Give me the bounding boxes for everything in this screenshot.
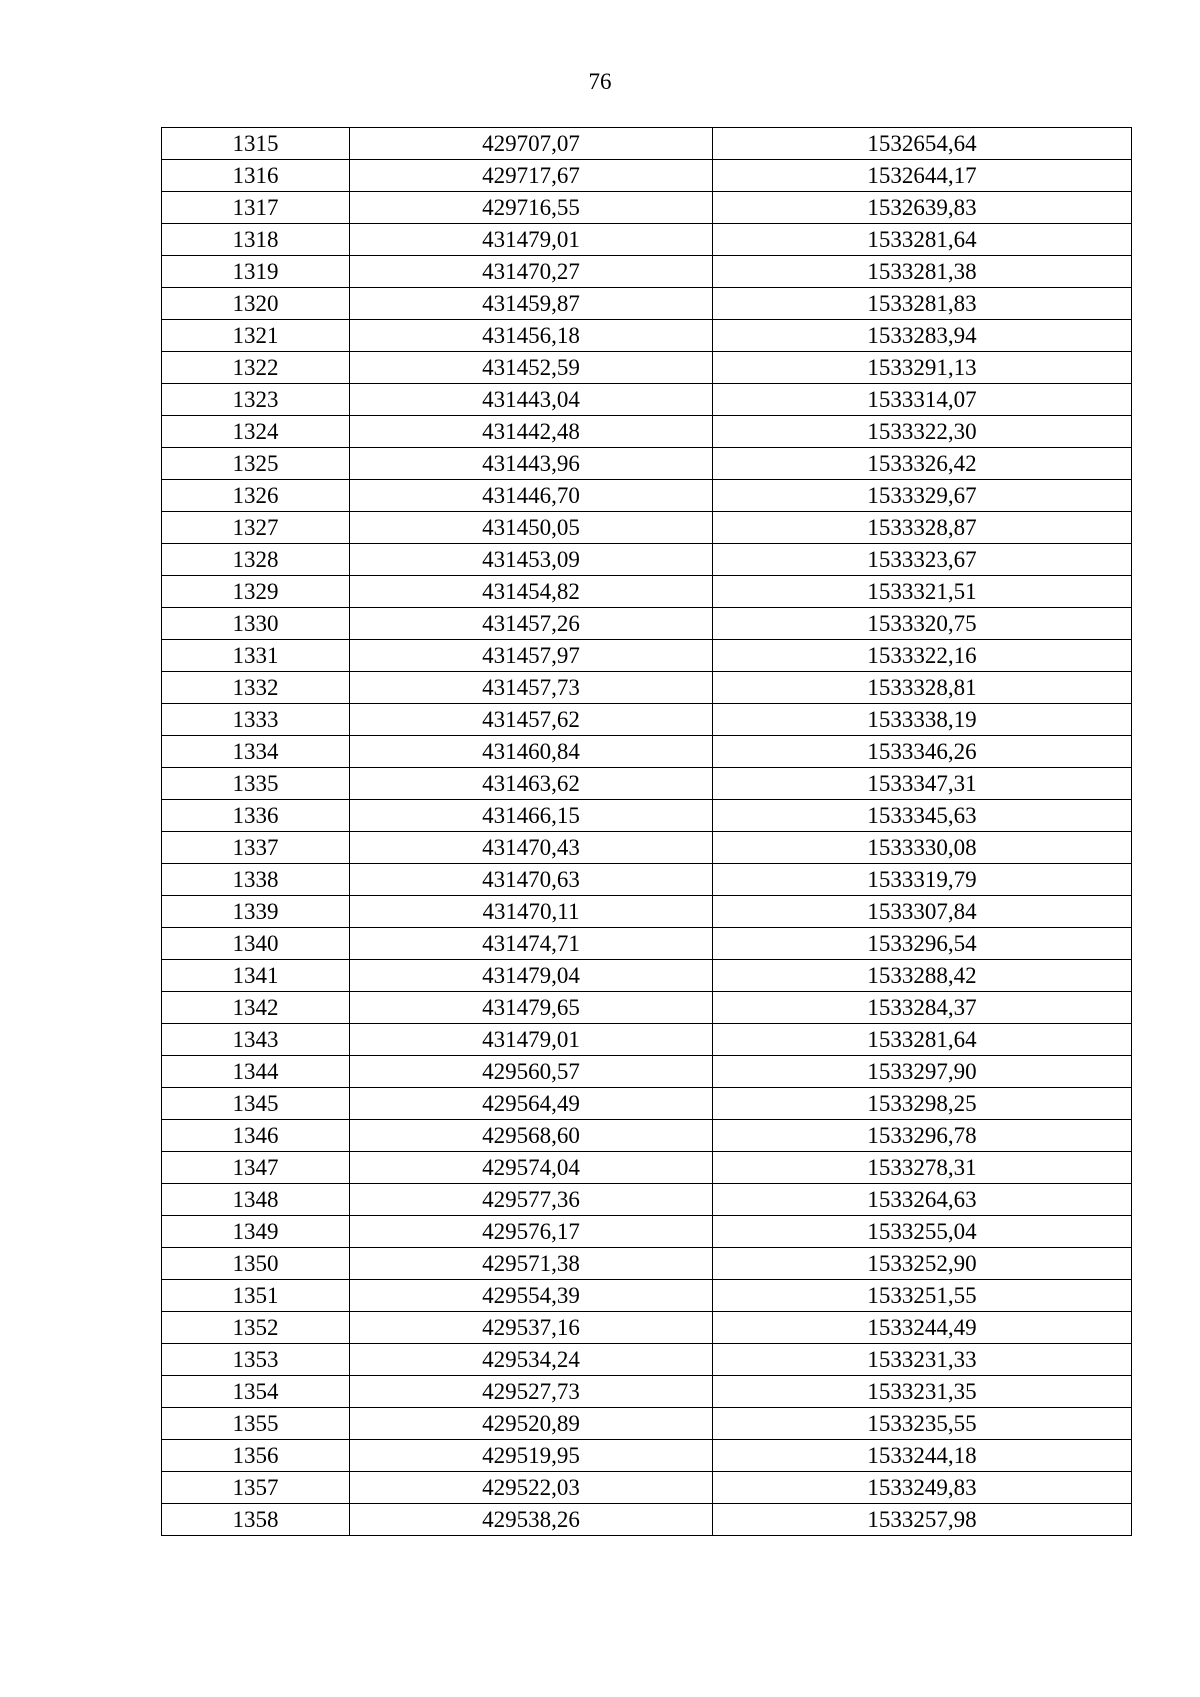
coordinates-table-body: [162, 128, 1132, 1536]
table-row: [162, 992, 1132, 1024]
y-coordinate-cell: 1533281,83: [713, 288, 1132, 320]
point-number-cell: 1329: [162, 576, 350, 608]
y-coordinate-cell: 1533281,38: [713, 256, 1132, 288]
point-number-cell: 1337: [162, 832, 350, 864]
table-row: [162, 1248, 1132, 1280]
y-coordinate-cell: 1533244,49: [713, 1312, 1132, 1344]
point-number-cell: 1346: [162, 1120, 350, 1152]
point-number-cell: 1345: [162, 1088, 350, 1120]
table-row: [162, 1408, 1132, 1440]
x-coordinate-cell: 431479,65: [350, 992, 713, 1024]
table-row: [162, 736, 1132, 768]
y-coordinate-cell: 1533314,07: [713, 384, 1132, 416]
x-coordinate-cell: 429576,17: [350, 1216, 713, 1248]
table-row: [162, 928, 1132, 960]
point-number-cell: 1356: [162, 1440, 350, 1472]
x-coordinate-cell: 431466,15: [350, 800, 713, 832]
y-coordinate-cell: 1533252,90: [713, 1248, 1132, 1280]
y-coordinate-cell: 1533346,26: [713, 736, 1132, 768]
y-coordinate-cell: 1533345,63: [713, 800, 1132, 832]
table-row: [162, 832, 1132, 864]
y-coordinate-cell: 1533291,13: [713, 352, 1132, 384]
x-coordinate-cell: 431450,05: [350, 512, 713, 544]
table-row: [162, 160, 1132, 192]
table-row: [162, 224, 1132, 256]
x-coordinate-cell: 431457,26: [350, 608, 713, 640]
point-number-cell: 1336: [162, 800, 350, 832]
point-number-cell: 1348: [162, 1184, 350, 1216]
point-number-cell: 1318: [162, 224, 350, 256]
y-coordinate-cell: 1533278,31: [713, 1152, 1132, 1184]
x-coordinate-cell: 429717,67: [350, 160, 713, 192]
table-row: [162, 704, 1132, 736]
x-coordinate-cell: 431460,84: [350, 736, 713, 768]
x-coordinate-cell: 431470,43: [350, 832, 713, 864]
y-coordinate-cell: 1533251,55: [713, 1280, 1132, 1312]
x-coordinate-cell: 429519,95: [350, 1440, 713, 1472]
x-coordinate-cell: 431470,63: [350, 864, 713, 896]
y-coordinate-cell: 1532639,83: [713, 192, 1132, 224]
point-number-cell: 1334: [162, 736, 350, 768]
y-coordinate-cell: 1533283,94: [713, 320, 1132, 352]
x-coordinate-cell: 431479,04: [350, 960, 713, 992]
x-coordinate-cell: 431474,71: [350, 928, 713, 960]
table-row: [162, 448, 1132, 480]
table-row: [162, 1184, 1132, 1216]
point-number-cell: 1351: [162, 1280, 350, 1312]
x-coordinate-cell: 431443,96: [350, 448, 713, 480]
point-number-cell: 1331: [162, 640, 350, 672]
y-coordinate-cell: 1533322,16: [713, 640, 1132, 672]
y-coordinate-cell: 1533323,67: [713, 544, 1132, 576]
x-coordinate-cell: 429568,60: [350, 1120, 713, 1152]
table-row: [162, 1312, 1132, 1344]
x-coordinate-cell: 431459,87: [350, 288, 713, 320]
y-coordinate-cell: 1533328,87: [713, 512, 1132, 544]
point-number-cell: 1347: [162, 1152, 350, 1184]
table-row: [162, 1472, 1132, 1504]
point-number-cell: 1350: [162, 1248, 350, 1280]
table-row: [162, 1216, 1132, 1248]
x-coordinate-cell: 429716,55: [350, 192, 713, 224]
point-number-cell: 1338: [162, 864, 350, 896]
y-coordinate-cell: 1533288,42: [713, 960, 1132, 992]
x-coordinate-cell: 429534,24: [350, 1344, 713, 1376]
y-coordinate-cell: 1533330,08: [713, 832, 1132, 864]
x-coordinate-cell: 429522,03: [350, 1472, 713, 1504]
table-row: [162, 800, 1132, 832]
y-coordinate-cell: 1533255,04: [713, 1216, 1132, 1248]
table-row: [162, 864, 1132, 896]
point-number-cell: 1324: [162, 416, 350, 448]
y-coordinate-cell: 1533235,55: [713, 1408, 1132, 1440]
x-coordinate-cell: 429574,04: [350, 1152, 713, 1184]
table-row: [162, 640, 1132, 672]
table-row: [162, 288, 1132, 320]
table-row: [162, 352, 1132, 384]
point-number-cell: 1316: [162, 160, 350, 192]
x-coordinate-cell: 431454,82: [350, 576, 713, 608]
x-coordinate-cell: 431457,97: [350, 640, 713, 672]
point-number-cell: 1349: [162, 1216, 350, 1248]
table-row: [162, 576, 1132, 608]
y-coordinate-cell: 1533321,51: [713, 576, 1132, 608]
point-number-cell: 1326: [162, 480, 350, 512]
x-coordinate-cell: 431463,62: [350, 768, 713, 800]
point-number-cell: 1340: [162, 928, 350, 960]
table-row: [162, 896, 1132, 928]
x-coordinate-cell: 431479,01: [350, 1024, 713, 1056]
x-coordinate-cell: 429527,73: [350, 1376, 713, 1408]
table-row: [162, 1440, 1132, 1472]
x-coordinate-cell: 431479,01: [350, 224, 713, 256]
y-coordinate-cell: 1533284,37: [713, 992, 1132, 1024]
table-row: [162, 1344, 1132, 1376]
point-number-cell: 1319: [162, 256, 350, 288]
x-coordinate-cell: 429560,57: [350, 1056, 713, 1088]
point-number-cell: 1330: [162, 608, 350, 640]
y-coordinate-cell: 1533296,54: [713, 928, 1132, 960]
y-coordinate-cell: 1533347,31: [713, 768, 1132, 800]
x-coordinate-cell: 431443,04: [350, 384, 713, 416]
point-number-cell: 1355: [162, 1408, 350, 1440]
x-coordinate-cell: 431470,11: [350, 896, 713, 928]
table-row: [162, 512, 1132, 544]
y-coordinate-cell: 1533249,83: [713, 1472, 1132, 1504]
table-row: [162, 672, 1132, 704]
x-coordinate-cell: 429564,49: [350, 1088, 713, 1120]
x-coordinate-cell: 429520,89: [350, 1408, 713, 1440]
x-coordinate-cell: 431442,48: [350, 416, 713, 448]
point-number-cell: 1315: [162, 128, 350, 160]
y-coordinate-cell: 1533322,30: [713, 416, 1132, 448]
point-number-cell: 1341: [162, 960, 350, 992]
table-row: [162, 192, 1132, 224]
point-number-cell: 1333: [162, 704, 350, 736]
table-row: [162, 480, 1132, 512]
y-coordinate-cell: 1533281,64: [713, 224, 1132, 256]
x-coordinate-cell: 431457,62: [350, 704, 713, 736]
x-coordinate-cell: 429707,07: [350, 128, 713, 160]
x-coordinate-cell: 429538,26: [350, 1504, 713, 1536]
y-coordinate-cell: 1533244,18: [713, 1440, 1132, 1472]
y-coordinate-cell: 1532644,17: [713, 160, 1132, 192]
y-coordinate-cell: 1533231,33: [713, 1344, 1132, 1376]
x-coordinate-cell: 429577,36: [350, 1184, 713, 1216]
point-number-cell: 1323: [162, 384, 350, 416]
table-row: [162, 416, 1132, 448]
y-coordinate-cell: 1533281,64: [713, 1024, 1132, 1056]
y-coordinate-cell: 1533231,35: [713, 1376, 1132, 1408]
y-coordinate-cell: 1533326,42: [713, 448, 1132, 480]
y-coordinate-cell: 1533338,19: [713, 704, 1132, 736]
y-coordinate-cell: 1533257,98: [713, 1504, 1132, 1536]
point-number-cell: 1335: [162, 768, 350, 800]
table-row: [162, 1280, 1132, 1312]
x-coordinate-cell: 431470,27: [350, 256, 713, 288]
x-coordinate-cell: 431446,70: [350, 480, 713, 512]
point-number-cell: 1332: [162, 672, 350, 704]
y-coordinate-cell: 1533328,81: [713, 672, 1132, 704]
coordinates-table: [161, 127, 1132, 1536]
table-row: [162, 768, 1132, 800]
point-number-cell: 1343: [162, 1024, 350, 1056]
point-number-cell: 1357: [162, 1472, 350, 1504]
point-number-cell: 1320: [162, 288, 350, 320]
y-coordinate-cell: 1533297,90: [713, 1056, 1132, 1088]
point-number-cell: 1322: [162, 352, 350, 384]
table-row: [162, 384, 1132, 416]
y-coordinate-cell: 1533264,63: [713, 1184, 1132, 1216]
table-row: [162, 1056, 1132, 1088]
point-number-cell: 1352: [162, 1312, 350, 1344]
point-number-cell: 1339: [162, 896, 350, 928]
point-number-cell: 1317: [162, 192, 350, 224]
point-number-cell: 1325: [162, 448, 350, 480]
table-row: [162, 128, 1132, 160]
table-row: [162, 608, 1132, 640]
y-coordinate-cell: 1533307,84: [713, 896, 1132, 928]
page-number: 76: [588, 69, 612, 94]
y-coordinate-cell: 1533329,67: [713, 480, 1132, 512]
table-row: [162, 320, 1132, 352]
y-coordinate-cell: 1532654,64: [713, 128, 1132, 160]
table-row: [162, 960, 1132, 992]
x-coordinate-cell: 431453,09: [350, 544, 713, 576]
table-row: [162, 544, 1132, 576]
point-number-cell: 1354: [162, 1376, 350, 1408]
point-number-cell: 1321: [162, 320, 350, 352]
x-coordinate-cell: 429537,16: [350, 1312, 713, 1344]
x-coordinate-cell: 429554,39: [350, 1280, 713, 1312]
point-number-cell: 1328: [162, 544, 350, 576]
x-coordinate-cell: 431456,18: [350, 320, 713, 352]
table-row: [162, 1152, 1132, 1184]
x-coordinate-cell: 429571,38: [350, 1248, 713, 1280]
y-coordinate-cell: 1533298,25: [713, 1088, 1132, 1120]
point-number-cell: 1344: [162, 1056, 350, 1088]
point-number-cell: 1353: [162, 1344, 350, 1376]
table-row: [162, 1376, 1132, 1408]
table-row: [162, 1024, 1132, 1056]
point-number-cell: 1327: [162, 512, 350, 544]
table-row: [162, 1088, 1132, 1120]
x-coordinate-cell: 431457,73: [350, 672, 713, 704]
y-coordinate-cell: 1533320,75: [713, 608, 1132, 640]
y-coordinate-cell: 1533319,79: [713, 864, 1132, 896]
y-coordinate-cell: 1533296,78: [713, 1120, 1132, 1152]
point-number-cell: 1342: [162, 992, 350, 1024]
table-row: [162, 256, 1132, 288]
table-row: [162, 1504, 1132, 1536]
point-number-cell: 1358: [162, 1504, 350, 1536]
x-coordinate-cell: 431452,59: [350, 352, 713, 384]
table-row: [162, 1120, 1132, 1152]
